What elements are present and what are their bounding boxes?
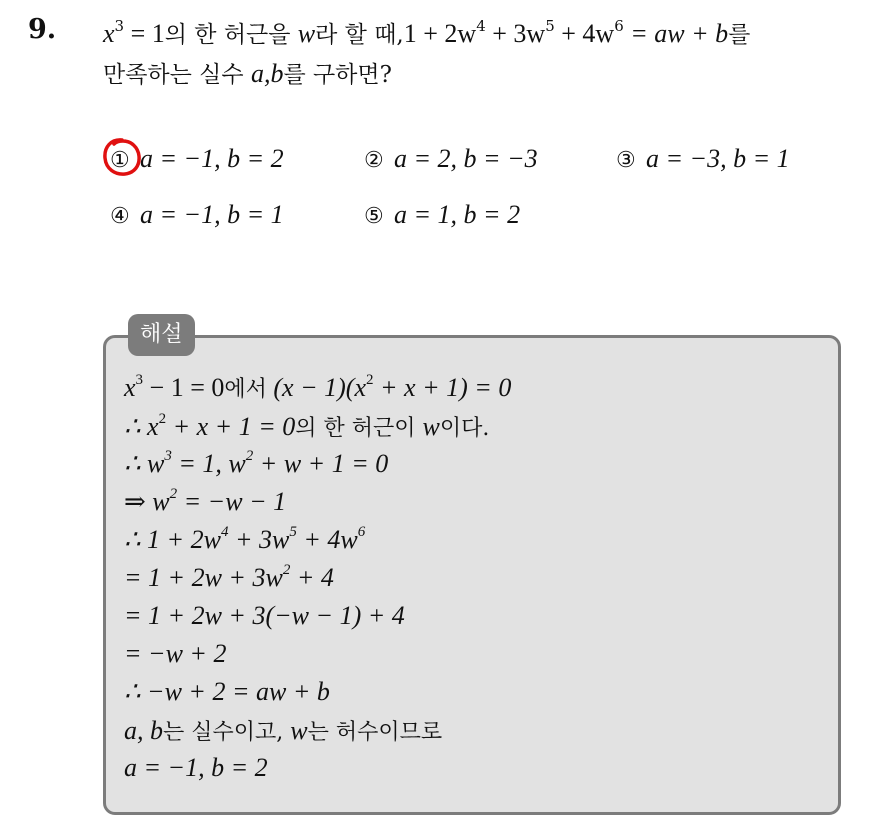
var-x: x	[103, 19, 115, 48]
solution-line-2	[124, 411, 489, 442]
choice-mark: ①	[110, 148, 130, 173]
korean-text: 만족하는 실수	[103, 62, 251, 88]
math: = 1, w	[171, 449, 246, 478]
exponent: 3	[164, 448, 172, 465]
choice-5[interactable]	[364, 200, 520, 230]
exponent: 4	[220, 524, 229, 541]
math: w	[422, 412, 440, 441]
var-w: w	[297, 19, 316, 48]
choice-text: a = 2, b = −3	[394, 144, 538, 173]
korean-text: 를	[728, 22, 751, 48]
solution-line-11: a = −1, b = 2	[124, 753, 268, 782]
math: = −w − 1	[177, 487, 287, 516]
choice-mark: ③	[616, 148, 636, 173]
exponent: 3	[135, 372, 144, 389]
choice-1[interactable]	[110, 144, 284, 174]
solution-line-5	[124, 525, 365, 555]
solution-line-1	[124, 372, 511, 403]
korean-text: 이다.	[439, 416, 490, 441]
problem-line-1	[103, 16, 750, 49]
solution-line-8: = −w + 2	[124, 639, 227, 668]
choice-mark: ②	[364, 148, 384, 173]
math: ∴ 1 + 2w	[124, 525, 221, 554]
math: + x + 1 = 0	[166, 412, 296, 441]
equation-part: = 1	[124, 19, 165, 48]
math: (x − 1)(x	[266, 373, 366, 402]
solution-line-6	[124, 563, 334, 593]
math: = 1 + 2w + 3w	[124, 563, 283, 592]
korean-text: 의 한 허근을	[164, 22, 298, 48]
choice-4[interactable]	[110, 200, 284, 230]
problem-number: 9.	[28, 14, 57, 45]
solution-line-10	[124, 715, 442, 746]
choice-text: a = −1, b = 2	[140, 144, 284, 173]
expression: + 3w	[485, 19, 546, 48]
choice-mark: ④	[110, 204, 130, 229]
expression: 1 + 2w	[403, 19, 477, 48]
math: + 3w	[228, 525, 290, 554]
math: + x + 1) = 0	[373, 373, 512, 402]
expression: + 4w	[554, 19, 615, 48]
choice-text: a = 1, b = 2	[394, 200, 521, 229]
math: a, b	[124, 716, 163, 745]
solution-line-3	[124, 449, 388, 479]
choice-3[interactable]	[616, 144, 790, 174]
exponent: 3	[114, 17, 125, 36]
korean-text: 는 실수이고,	[163, 720, 291, 745]
exponent: 2	[282, 562, 291, 579]
var-ab: a,b	[250, 59, 284, 88]
choice-mark: ⑤	[364, 204, 384, 229]
math: + 4	[290, 563, 334, 592]
choice-2[interactable]	[364, 144, 538, 174]
korean-text: 를 구하면?	[283, 62, 392, 88]
solution-line-7: = 1 + 2w + 3(−w − 1) + 4	[124, 601, 405, 630]
math: ∴ w	[124, 449, 165, 478]
exponent: 6	[614, 17, 624, 36]
problem-line-2	[103, 56, 392, 89]
equation-rhs: = aw + b	[623, 19, 729, 48]
korean-text: 는 허수이므로	[307, 720, 443, 745]
exponent: 2	[158, 411, 167, 428]
math: ⇒ w	[124, 487, 170, 516]
korean-text: 의 한 허근이	[295, 416, 423, 441]
math: w	[290, 716, 308, 745]
math: − 1 = 0	[143, 373, 225, 402]
exponent: 2	[366, 372, 374, 389]
exponent: 5	[289, 524, 297, 541]
korean-text: 에서	[224, 377, 267, 402]
solution-line-4	[124, 487, 286, 517]
solution-line-9: ∴ −w + 2 = aw + b	[124, 677, 330, 706]
choice-text: a = −3, b = 1	[646, 144, 790, 173]
exponent: 6	[357, 524, 366, 541]
solution-label: 해설	[128, 314, 195, 356]
math: x	[124, 373, 136, 402]
math: ∴ x	[124, 412, 159, 441]
math: + w + 1 = 0	[253, 449, 389, 478]
exponent: 5	[545, 17, 555, 36]
exponent: 2	[169, 486, 178, 503]
math: + 4w	[296, 525, 358, 554]
exponent: 4	[476, 17, 486, 36]
exponent: 2	[245, 448, 254, 465]
choice-text: a = −1, b = 1	[140, 200, 284, 229]
korean-text: 라 할 때,	[315, 22, 404, 48]
